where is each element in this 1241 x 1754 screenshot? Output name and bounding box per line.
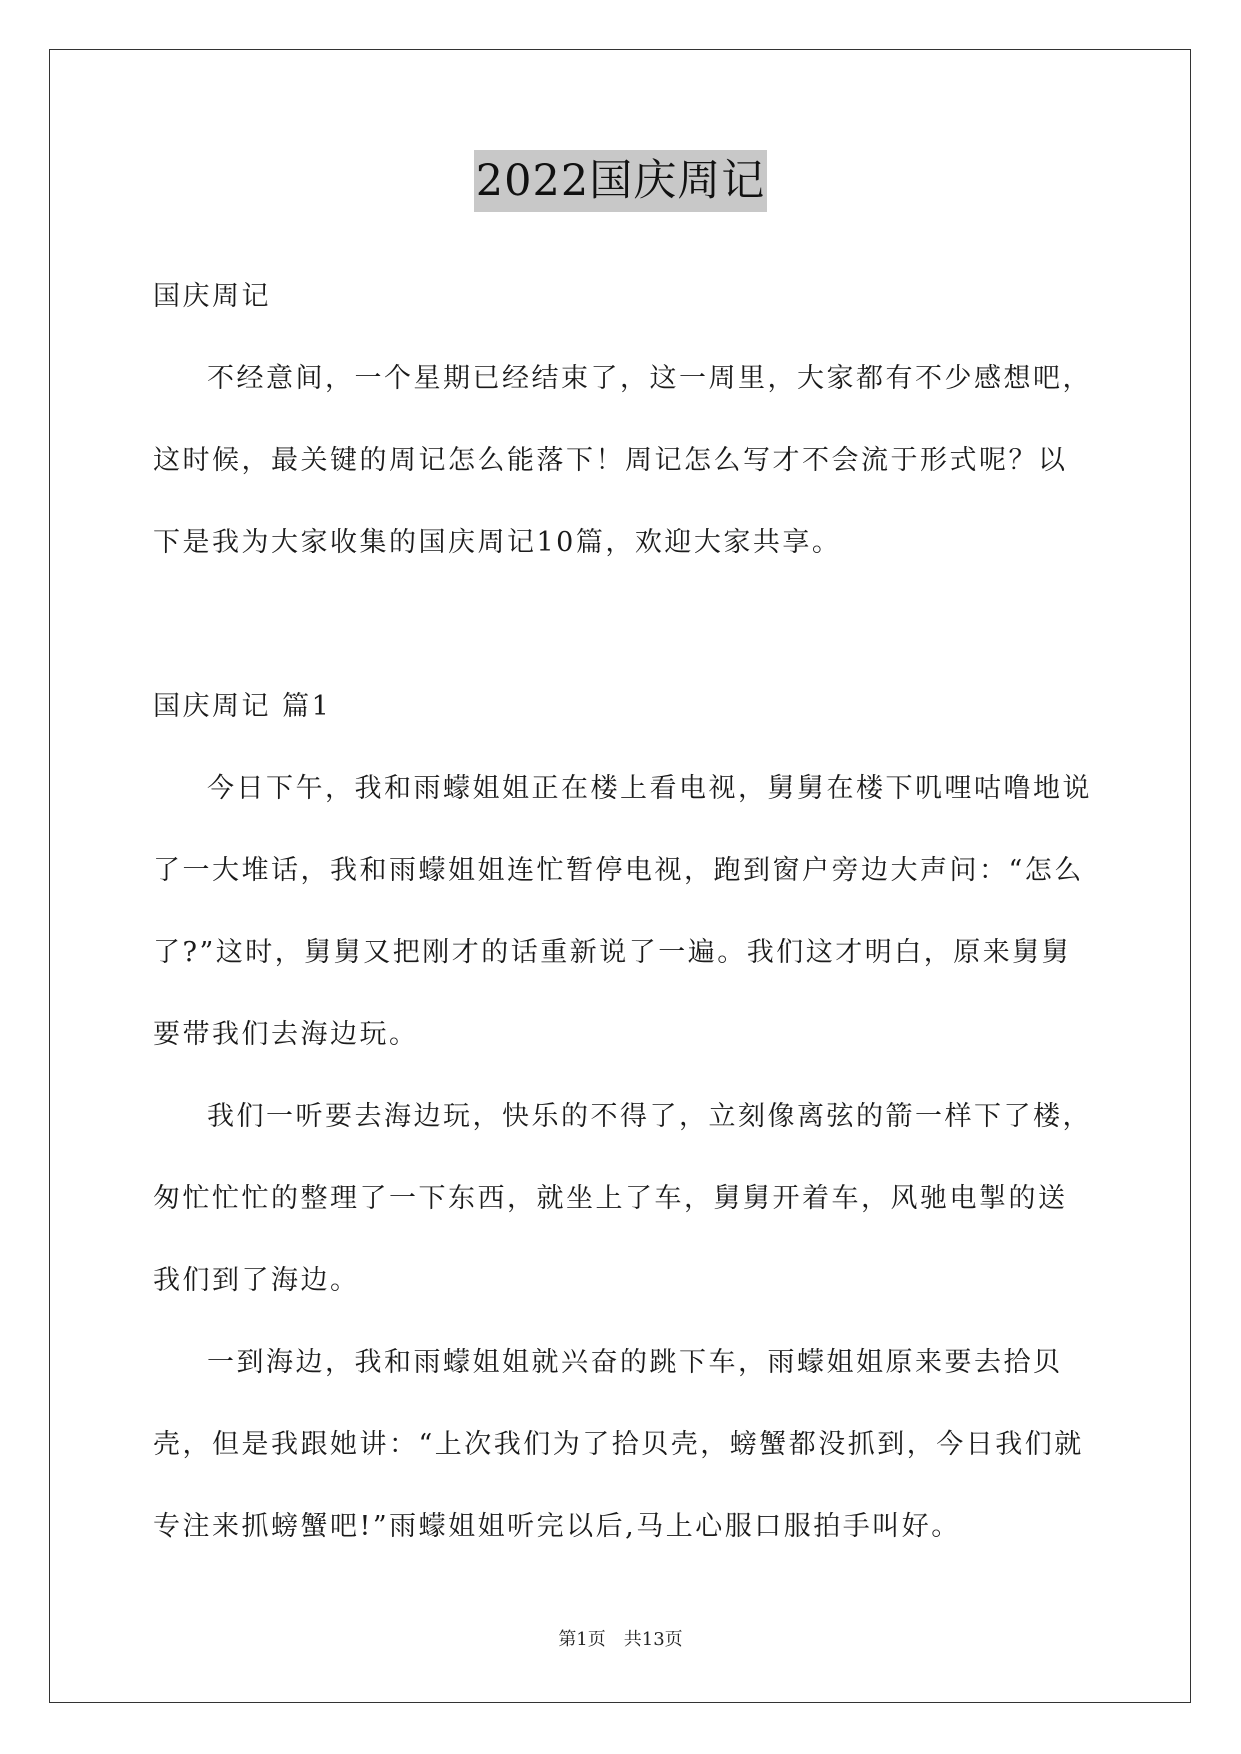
page-total: 共13页 bbox=[623, 1629, 683, 1650]
body-paragraph: 我们一听要去海边玩，快乐的不得了，立刻像离弦的箭一样下了楼，匆忙忙忙的整理了一下东西，就坐上了车，舅舅开着车，风驰电掣的送我们到了海边。 bbox=[153, 1101, 1092, 1296]
section-heading: 国庆周记 篇1 bbox=[153, 691, 332, 722]
document-body bbox=[153, 256, 1093, 1568]
body-paragraph: 不经意间，一个星期已经结束了，这一周里，大家都有不少感想吧，这时候，最关键的周记怎么能落下！周记怎么写才不会流于形式呢？以下是我为大家收集的国庆周记10篇，欢迎大家共享。 bbox=[153, 363, 1092, 558]
document-title: 2022国庆周记 bbox=[474, 150, 767, 212]
section-heading: 国庆周记 bbox=[153, 281, 271, 312]
page-number: 第1页 bbox=[558, 1629, 606, 1650]
page-footer bbox=[0, 1625, 1241, 1651]
body-paragraph: 今日下午，我和雨蠓姐姐正在楼上看电视，舅舅在楼下叽哩咕噜地说了一大堆话，我和雨蠓姐姐连忙暂停电视，跑到窗户旁边大声问：“怎么了?”这时，舅舅又把刚才的话重新说了一遍。我们这才明白，原来舅舅要带我们去海边玩。 bbox=[153, 773, 1092, 1050]
paragraph-gap bbox=[153, 584, 1093, 666]
body-paragraph: 一到海边，我和雨蠓姐姐就兴奋的跳下车，雨蠓姐姐原来要去拾贝壳，但是我跟她讲：“上次我们为了拾贝壳，螃蟹都没抓到，今日我们就专注来抓螃蟹吧!”雨蠓姐姐听完以后,马上心服口服拍手叫好。 bbox=[153, 1347, 1084, 1542]
title-container bbox=[0, 150, 1241, 212]
